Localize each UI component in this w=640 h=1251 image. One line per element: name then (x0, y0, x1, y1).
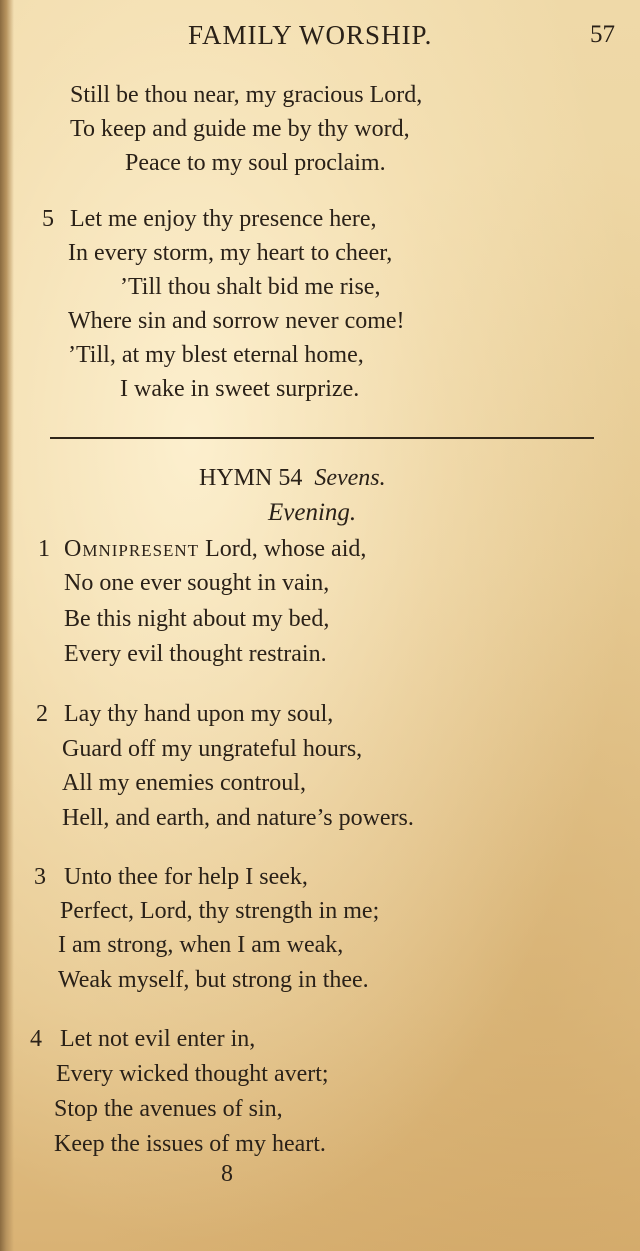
verse-line: Let not evil enter in, (60, 1026, 256, 1052)
verse-line: Be this night about my bed, (64, 606, 330, 632)
stanza-number: 3 (34, 864, 46, 890)
verse-line: I am strong, when I am weak, (58, 932, 344, 958)
verse-line: Still be thou near, my gracious Lord, (70, 82, 423, 108)
verse-line: Perfect, Lord, thy strength in me; (60, 898, 380, 924)
verse-line: Peace to my soul proclaim. (125, 150, 386, 176)
hymn-meter: Sevens. (314, 465, 386, 491)
stanza-number: 1 (38, 536, 50, 562)
verse-line: Hell, and earth, and nature’s powers. (62, 805, 414, 831)
verse-line: Every evil thought restrain. (64, 641, 327, 667)
first-line-rest: Lord, whose aid, (199, 536, 367, 562)
page-header (0, 18, 640, 58)
verse-line: In every storm, my heart to cheer, (68, 240, 393, 266)
stanza-number: 4 (30, 1026, 42, 1052)
verse-line: Weak myself, but strong in thee. (58, 967, 369, 993)
stanza-number: 2 (36, 701, 48, 727)
verse-line: All my enemies controul, (62, 770, 306, 796)
page-number: 57 (590, 21, 615, 48)
section-divider (50, 437, 594, 439)
verse-line: I wake in sweet surprize. (120, 376, 360, 402)
verse-line: Guard off my ungrateful hours, (62, 736, 363, 762)
running-head: FAMILY WORSHIP. (188, 20, 433, 50)
hymn-title (199, 463, 386, 493)
stanza-number: 5 (42, 206, 54, 232)
verse-line: ’Till, at my blest eternal home, (68, 342, 364, 368)
verse-line-first (64, 534, 366, 564)
verse-line: Stop the avenues of sin, (54, 1096, 283, 1122)
verse-line: Lay thy hand upon my soul, (64, 701, 334, 727)
page-binding-edge (0, 0, 14, 1251)
signature-mark: 8 (221, 1161, 233, 1187)
verse-line: To keep and guide me by thy word, (70, 116, 410, 142)
verse-line: ’Till thou shalt bid me rise, (120, 274, 381, 300)
hymn-number: HYMN 54 (199, 465, 303, 491)
verse-line: No one ever sought in vain, (64, 570, 330, 596)
verse-line: Unto thee for help I seek, (64, 864, 308, 890)
verse-line: Let me enjoy thy presence here, (70, 206, 377, 232)
first-word: Omnipresent (64, 536, 200, 562)
verse-line: Every wicked thought avert; (56, 1061, 329, 1087)
verse-line: Where sin and sorrow never come! (68, 308, 405, 334)
hymn-subtitle: Evening. (268, 499, 357, 526)
verse-line: Keep the issues of my heart. (54, 1131, 326, 1157)
